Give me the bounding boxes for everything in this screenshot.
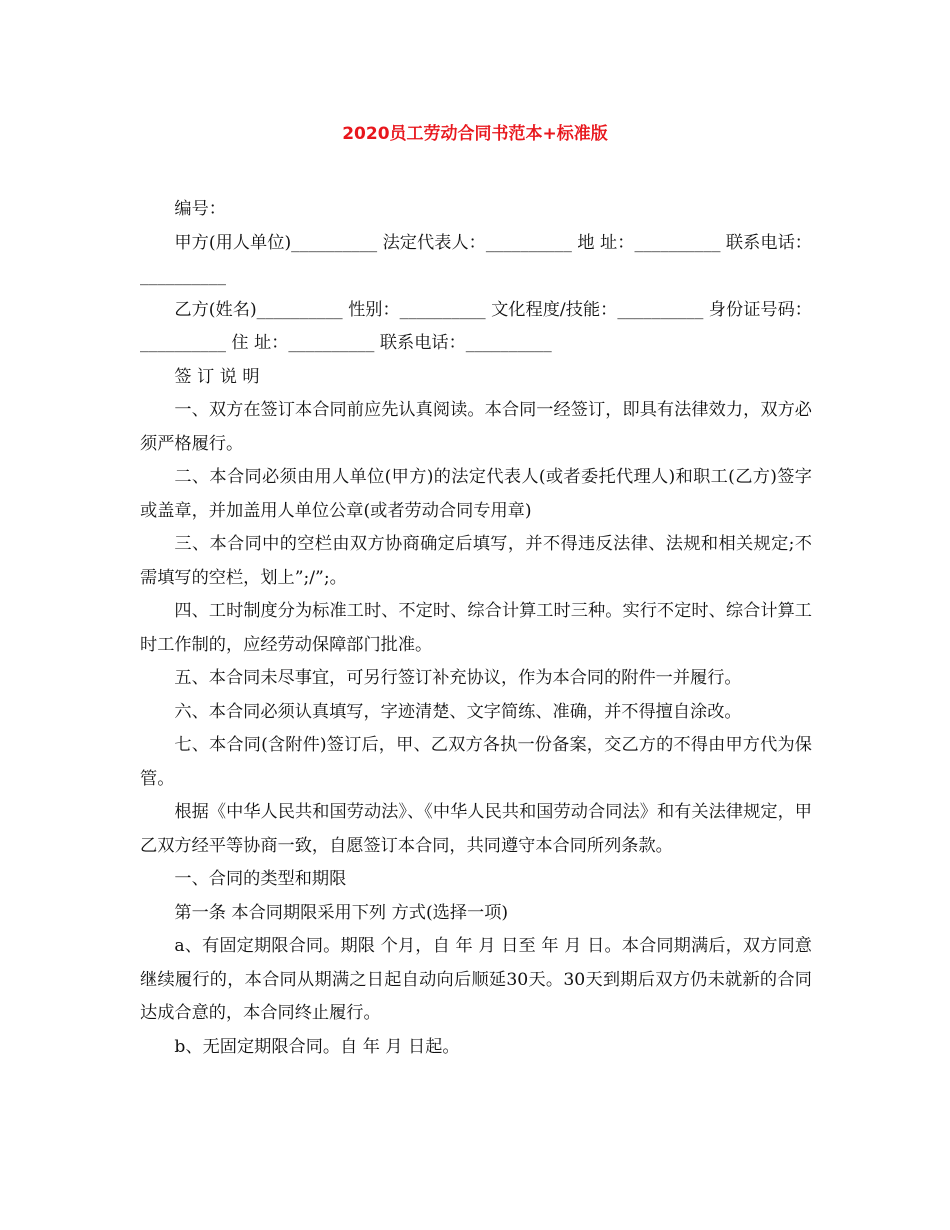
party-b-info: 乙方(姓名)__________ 性别：__________ 文化程度/技能：__________ 身份证号码：__________ 住 址：__________ 联系电话：__________	[140, 299, 812, 353]
note-item-5: 五、本合同未尽事宜，可另行签订补充协议，作为本合同的附件一并履行。	[174, 668, 742, 688]
party-a-info: 甲方(用人单位)__________ 法定代表人：__________ 地 址：__________ 联系电话：__________	[140, 232, 812, 286]
option-b-open-ended: b、无固定期限合同。自 年 月 日起。	[174, 1036, 460, 1057]
note-item-2: 二、本合同必须由用人单位(甲方)的法定代表人(或者委托代理人)和职工(乙方)签字或盖章，并加盖用人单位公章(或者劳动合同专用章)	[140, 467, 812, 521]
legal-basis-paragraph: 根据《中华人民共和国劳动法》、《中华人民共和国劳动合同法》和有关法律规定，甲乙双方经平等协商一致，自愿签订本合同，共同遵守本合同所列条款。	[140, 802, 812, 856]
section-heading-contract-type: 一、合同的类型和期限	[174, 869, 347, 889]
note-item-4: 四、工时制度分为标准工时、不定时、综合计算工时三种。实行不定时、综合计算工时工作制的，应经劳动保障部门批准。	[140, 601, 812, 655]
article-1-heading: 第一条 本合同期限采用下列 方式(选择一项)	[174, 902, 509, 923]
contract-number-label: 编号：	[174, 199, 226, 219]
note-item-3: 三、本合同中的空栏由双方协商确定后填写，并不得违反法律、法规和相关规定;不需填写的空栏，划上”;/”;。	[140, 534, 812, 588]
note-item-6: 六、本合同必须认真填写，字迹清楚、文字简练、准确，并不得擅自涂改。	[174, 701, 742, 722]
note-item-7: 七、本合同(含附件)签订后，甲、乙双方各执一份备案，交乙方的不得由甲方代为保管。	[140, 735, 812, 789]
option-a-fixed-term: a、有固定期限合同。期限 个月，自 年 月 日至 年 月 日。本合同期满后，双方同意继续履行的，本合同从期满之日起自动向后顺延30天。30天到期后双方仍未就新的合同达成合意的，本合同终止履行。	[140, 936, 812, 1023]
note-item-1: 一、双方在签订本合同前应先认真阅读。本合同一经签订，即具有法律效力，双方必须严格履行。	[140, 400, 812, 454]
signing-notes-heading: 签 订 说 明	[174, 366, 260, 387]
document-title: 2020员工劳动合同书范本+标准版	[342, 124, 608, 144]
document-body	[140, 193, 812, 1064]
